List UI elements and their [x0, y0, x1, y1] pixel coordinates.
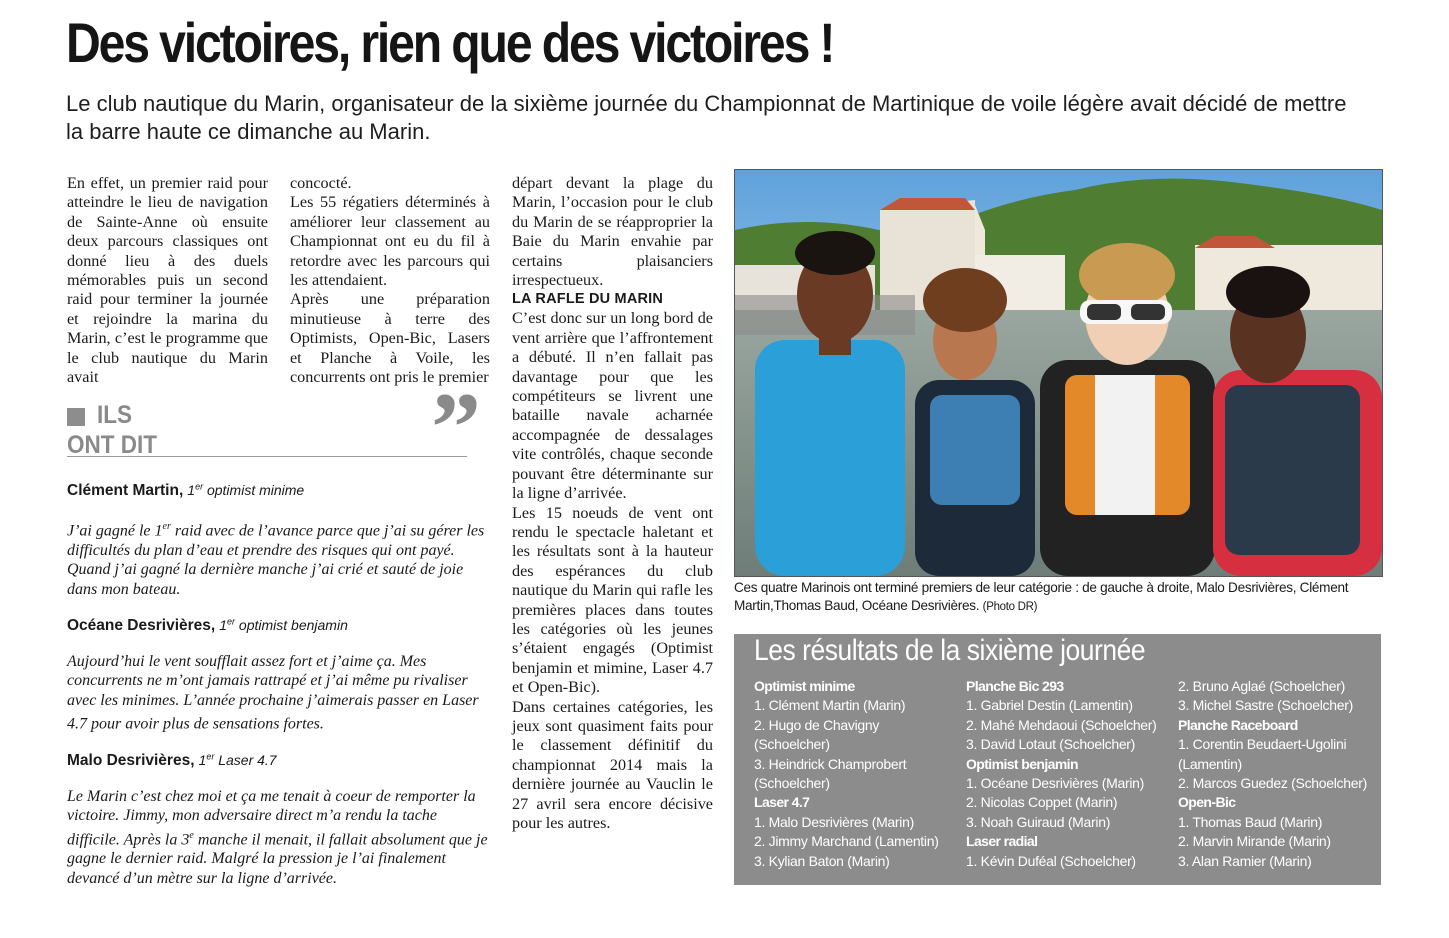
result-entry: 1. Corentin Beudaert-Ugolini (Lamentin) [1178, 736, 1347, 772]
results-box [734, 634, 1381, 885]
speaker-quote [67, 480, 490, 599]
quote-mark-icon: ” [431, 372, 481, 483]
results-column-2 [966, 677, 1166, 871]
result-entry: 1. Kévin Duféal (Schoelcher) [966, 852, 1136, 869]
photo-credit: (Photo DR) [982, 601, 1038, 613]
results-column-1 [754, 677, 944, 871]
quote-text: Aujourd’hui le vent soufflait assez fort et j’aime ça. Mes concurrents ne m’ont jamais rattrapé et j’ai même pu rivaliser avec les minimes. L’année prochaine j’aimerais passer en Laser 4.7 pour avoir plus de sensations fortes. [67, 652, 479, 733]
result-category: Laser radial [966, 833, 1038, 850]
result-entry: 3. David Lotaut (Schoelcher) [966, 736, 1136, 753]
result-entry: 3. Michel Sastre (Schoelcher) [1178, 697, 1353, 714]
paragraph: Les 15 noeuds de vent ont rendu le spectacle haletant et les résultats sont à la hauteur des espérances du club nautique du Marin qui rafle les premières places dans toutes les catégories où les jeunes s’étaient engagés (Optimist benjamin et mimine, Laser 4.7 et Open-Bic). [512, 503, 713, 697]
photo-caption: Ces quatre Marinois ont terminé premiers de leur catégorie : de gauche à droite, Malo Desrivières, Clément Martin,Thomas Baud, Océane Desrivières. (Photo DR) [734, 580, 1349, 613]
results-column-3 [1178, 677, 1378, 871]
subhead: LA RAFLE DU MARIN [512, 291, 664, 308]
result-entry: 3. Heindrick Champrobert (Schoelcher) [754, 755, 907, 792]
paragraph: concocté. [290, 174, 352, 192]
ils-ont-dit-line1: ILS [97, 401, 133, 429]
speaker-name: Clément Martin, [67, 482, 184, 499]
speaker-name: Océane Desrivières, [67, 616, 216, 634]
result-entry: 3. Kylian Baton (Marin) [754, 852, 890, 869]
quote-text: J’ai gagné le 1er raid avec de l’avance parce que j’ai su gérer les difficultés du plan d’eau et prendre des risques qui ont payé. Quand j’ai gagné la dernière manche j’ai crié et sauté de joie dans mon bateau. [67, 521, 485, 598]
result-entry: 3. Noah Guiraud (Marin) [966, 813, 1111, 830]
result-entry: 1. Gabriel Destin (Lamentin) [966, 697, 1133, 714]
speaker-rank: 1er optimist minime [187, 481, 305, 498]
result-entry: 1. Thomas Baud (Marin) [1178, 813, 1323, 830]
ils-ont-dit-line2: ONT DIT [67, 431, 157, 459]
result-entry: 2. Mahé Mehdaoui (Schoelcher) [966, 716, 1157, 733]
result-category: Planche Bic 293 [966, 678, 1064, 694]
result-entry: 1. Clément Martin (Marin) [754, 697, 906, 714]
result-entry: 2. Nicolas Coppet (Marin) [966, 794, 1118, 811]
article-column-1 [67, 174, 268, 387]
result-category: Laser 4.7 [754, 794, 810, 811]
speaker-quote [67, 615, 490, 734]
speaker-rank: 1er Laser 4.7 [198, 751, 277, 768]
paragraph: En effet, un premier raid pour atteindre le lieu de navigation de Sainte-Anne où ensuite deux parcours classiques ont donné lieu à des duels mémorables puis un second raid pour terminer la journée et rejoindre la marina du Marin, c’est le programme que le club nautique du Marin avait [67, 174, 268, 387]
speaker-quotes [67, 480, 490, 904]
result-entry: 2. Hugo de Chavigny (Schoelcher) [754, 716, 880, 753]
team-photo [734, 169, 1383, 577]
result-entry: 3. Alan Ramier (Marin) [1178, 852, 1312, 869]
result-category: Optimist benjamin [966, 755, 1078, 772]
paragraph: Les 55 régatiers déterminés à améliorer leur classement au Championnat ont eu du fil à retordre avec les parcours qui les attendaient. [290, 193, 490, 290]
result-entry: 1. Océane Desrivières (Marin) [966, 775, 1145, 792]
paragraph: Après une préparation minutieuse à terre des Optimists, Open-Bic, Lasers et Planche à Voile, les concurrents ont pris le premier [290, 290, 490, 387]
speaker-name: Malo Desrivières, [67, 751, 195, 769]
result-category: Planche Raceboard [1178, 716, 1298, 733]
ils-ont-dit-header [67, 372, 481, 483]
article-column-3 [512, 174, 713, 833]
results-title: Les résultats de la sixième journée [754, 634, 1146, 667]
result-category: Open-Bic [1178, 794, 1236, 811]
square-bullet-icon [67, 408, 85, 426]
quote-text: Le Marin c’est chez moi et ça me tenait à coeur de remporter la victoire. Jimmy, mon adversaire direct m’a rendu la tache difficile. Après la 3e manche il menait, il fallait absolument que je gagne le dernier raid. Malgré la pression je l’ai finalement devancé d’un mètre sur la ligne d’arrivée. [67, 787, 488, 887]
headline: Des victoires, rien que des victoires ! [66, 11, 834, 74]
result-entry: 2. Jimmy Marchand (Lamentin) [754, 833, 939, 850]
result-entry: 1. Malo Desrivières (Marin) [754, 813, 914, 830]
article-column-2 [290, 174, 490, 387]
result-entry: 2. Marcos Guedez (Schoelcher) [1178, 775, 1367, 792]
speaker-quote [67, 750, 490, 888]
result-category: Optimist minime [754, 678, 855, 694]
paragraph: Dans certaines catégories, les jeux sont quasiment faits pour le classement définitif du championnat 2014 mais la dernière journée au Vauclin le 27 avril sera encore décisive pour les autres. [512, 697, 713, 832]
speaker-rank: 1er optimist benjamin [219, 616, 348, 633]
result-entry: 2. Marvin Mirande (Marin) [1178, 833, 1331, 850]
lede: Le club nautique du Marin, organisateur de la sixième journée du Championnat de Martinique de voile légère avait décidé de mettre la barre haute ce dimanche au Marin. [66, 91, 1347, 144]
paragraph: départ devant la plage du Marin, l’occasion pour le club du Marin de se réapproprier la Baie du Marin envahie par certains plaisanciers irrespectueux. [512, 174, 713, 290]
result-entry: 2. Bruno Aglaé (Schoelcher) [1178, 678, 1346, 694]
paragraph: C’est donc sur un long bord de vent arrière que l’affrontement a débuté. Il n’en fallait pas davantage pour que les compétiteurs se livrent une bataille navale acharnée accompagnée de dessalages vite contrôlés, chaque seconde pouvant être déterminante sur la ligne d’arrivée. [512, 309, 713, 503]
